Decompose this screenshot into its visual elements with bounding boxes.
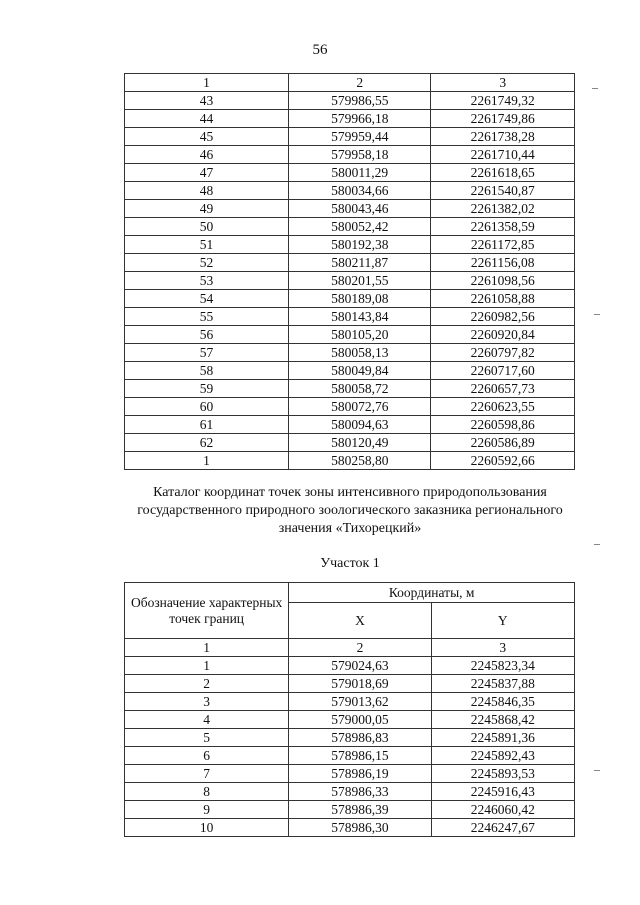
x-coordinate-cell: 578986,19 — [289, 765, 431, 783]
coordinates-header: Координаты, м — [289, 583, 575, 603]
x-coordinate-cell: 580072,76 — [289, 398, 431, 416]
point-number-cell: 1 — [125, 452, 289, 470]
y-coordinate-cell: 2246247,67 — [431, 819, 574, 837]
x-coordinate-cell: 580120,49 — [289, 434, 431, 452]
point-number-cell: 43 — [125, 92, 289, 110]
y-coordinate-cell: 2246060,42 — [431, 801, 574, 819]
y-coordinate-cell: 2245891,36 — [431, 729, 574, 747]
table-row — [125, 326, 575, 344]
point-number-cell: 59 — [125, 380, 289, 398]
table-header-row — [125, 74, 575, 92]
point-number-cell: 45 — [125, 128, 289, 146]
table-row — [125, 236, 575, 254]
x-coordinate-cell: 580034,66 — [289, 182, 431, 200]
table-row — [125, 416, 575, 434]
margin-mark: – — [594, 762, 600, 776]
x-coordinate-cell: 579959,44 — [289, 128, 431, 146]
table-row — [125, 675, 575, 693]
y-coordinate-cell: 2261382,02 — [431, 200, 575, 218]
table-row — [125, 380, 575, 398]
y-coordinate-cell: 2260982,56 — [431, 308, 575, 326]
y-coordinate-cell: 2260797,82 — [431, 344, 575, 362]
y-coordinate-cell: 2261098,56 — [431, 272, 575, 290]
table-row — [125, 657, 575, 675]
table-row — [125, 290, 575, 308]
table-row — [125, 164, 575, 182]
column-number-2: 2 — [289, 639, 431, 657]
table-row — [125, 434, 575, 452]
x-coordinate-cell: 578986,39 — [289, 801, 431, 819]
column-number-3: 3 — [431, 639, 574, 657]
y-coordinate-cell: 2261156,08 — [431, 254, 575, 272]
caption-line: государственного природного зоологического заказника регионального — [137, 503, 563, 518]
point-number-cell: 61 — [125, 416, 289, 434]
table-row — [125, 729, 575, 747]
point-number-cell: 6 — [125, 747, 289, 765]
table-row — [125, 693, 575, 711]
x-coordinate-cell: 580143,84 — [289, 308, 431, 326]
y-coordinate-cell: 2245916,43 — [431, 783, 574, 801]
point-number-cell: 9 — [125, 801, 289, 819]
margin-mark: – — [592, 80, 598, 94]
y-coordinate-cell: 2245837,88 — [431, 675, 574, 693]
table-row — [125, 452, 575, 470]
x-coordinate-cell: 580192,38 — [289, 236, 431, 254]
y-coordinate-cell: 2261710,44 — [431, 146, 575, 164]
table-row — [125, 711, 575, 729]
table-row — [125, 200, 575, 218]
caption-line: значения «Тихорецкий» — [278, 521, 422, 536]
coordinates-table-continued — [124, 73, 575, 470]
x-coordinate-cell: 580011,29 — [289, 164, 431, 182]
catalog-caption — [110, 484, 590, 538]
caption-line: Каталог координат точек зоны интенсивного природопользования — [153, 485, 547, 500]
point-number-cell: 52 — [125, 254, 289, 272]
table-row — [125, 765, 575, 783]
y-coordinate-cell: 2261358,59 — [431, 218, 575, 236]
coordinates-table-body — [125, 583, 575, 837]
table-row — [125, 92, 575, 110]
point-number-cell: 51 — [125, 236, 289, 254]
table-numbering-row — [125, 639, 575, 657]
column-number-3: 3 — [431, 74, 575, 92]
x-coordinate-cell: 580201,55 — [289, 272, 431, 290]
point-number-cell: 8 — [125, 783, 289, 801]
point-number-cell: 44 — [125, 110, 289, 128]
point-number-cell: 47 — [125, 164, 289, 182]
margin-mark: – — [594, 306, 600, 320]
point-number-cell: 49 — [125, 200, 289, 218]
point-number-cell: 62 — [125, 434, 289, 452]
point-number-cell: 10 — [125, 819, 289, 837]
point-number-cell: 1 — [125, 657, 289, 675]
column-number-1: 1 — [125, 74, 289, 92]
y-coordinate-cell: 2260592,66 — [431, 452, 575, 470]
x-coordinate-cell: 579958,18 — [289, 146, 431, 164]
y-coordinate-cell: 2261749,86 — [431, 110, 575, 128]
x-coordinate-cell: 578986,33 — [289, 783, 431, 801]
table-row — [125, 182, 575, 200]
point-number-cell: 5 — [125, 729, 289, 747]
y-coordinate-cell: 2260920,84 — [431, 326, 575, 344]
y-header: Y — [431, 603, 574, 639]
y-coordinate-cell: 2260586,89 — [431, 434, 575, 452]
table-row — [125, 128, 575, 146]
point-designation-header: Обозначение характерных точек границ — [125, 583, 289, 639]
point-number-cell: 54 — [125, 290, 289, 308]
x-coordinate-cell: 579000,05 — [289, 711, 431, 729]
table-row — [125, 110, 575, 128]
y-coordinate-cell: 2261058,88 — [431, 290, 575, 308]
column-number-1: 1 — [125, 639, 289, 657]
coordinates-table-section-1 — [124, 582, 575, 837]
x-coordinate-cell: 580058,13 — [289, 344, 431, 362]
y-coordinate-cell: 2260598,86 — [431, 416, 575, 434]
x-coordinate-cell: 580211,87 — [289, 254, 431, 272]
x-coordinate-cell: 578986,15 — [289, 747, 431, 765]
point-number-cell: 2 — [125, 675, 289, 693]
x-coordinate-cell: 579986,55 — [289, 92, 431, 110]
x-coordinate-cell: 578986,30 — [289, 819, 431, 837]
point-number-cell: 55 — [125, 308, 289, 326]
y-coordinate-cell: 2261540,87 — [431, 182, 575, 200]
point-number-cell: 53 — [125, 272, 289, 290]
point-number-cell: 3 — [125, 693, 289, 711]
y-coordinate-cell: 2260623,55 — [431, 398, 575, 416]
point-number-cell: 46 — [125, 146, 289, 164]
x-coordinate-cell: 579966,18 — [289, 110, 431, 128]
point-number-cell: 7 — [125, 765, 289, 783]
x-coordinate-cell: 579013,62 — [289, 693, 431, 711]
margin-mark: – — [594, 536, 600, 550]
table-row — [125, 218, 575, 236]
x-coordinate-cell: 579024,63 — [289, 657, 431, 675]
x-coordinate-cell: 580049,84 — [289, 362, 431, 380]
x-coordinate-cell: 580258,80 — [289, 452, 431, 470]
y-coordinate-cell: 2245823,34 — [431, 657, 574, 675]
page-number: 56 — [312, 42, 328, 58]
y-coordinate-cell: 2261172,85 — [431, 236, 575, 254]
y-coordinate-cell: 2261749,32 — [431, 92, 575, 110]
x-coordinate-cell: 579018,69 — [289, 675, 431, 693]
x-coordinate-cell: 580105,20 — [289, 326, 431, 344]
x-header: X — [289, 603, 431, 639]
table-row — [125, 819, 575, 837]
y-coordinate-cell: 2261738,28 — [431, 128, 575, 146]
column-number-2: 2 — [289, 74, 431, 92]
x-coordinate-cell: 580094,63 — [289, 416, 431, 434]
table-row — [125, 146, 575, 164]
x-coordinate-cell: 580058,72 — [289, 380, 431, 398]
table-row — [125, 344, 575, 362]
x-coordinate-cell: 580052,42 — [289, 218, 431, 236]
point-number-cell: 48 — [125, 182, 289, 200]
point-number-cell: 57 — [125, 344, 289, 362]
table-row — [125, 362, 575, 380]
point-number-cell: 60 — [125, 398, 289, 416]
section-subtitle: Участок 1 — [320, 556, 380, 571]
y-coordinate-cell: 2245846,35 — [431, 693, 574, 711]
coordinates-table-body — [125, 74, 575, 470]
point-number-cell: 58 — [125, 362, 289, 380]
y-coordinate-cell: 2245892,43 — [431, 747, 574, 765]
x-coordinate-cell: 580043,46 — [289, 200, 431, 218]
table-row — [125, 801, 575, 819]
point-number-cell: 50 — [125, 218, 289, 236]
table-row — [125, 747, 575, 765]
point-number-cell: 56 — [125, 326, 289, 344]
table-header-row — [125, 583, 575, 603]
y-coordinate-cell: 2245893,53 — [431, 765, 574, 783]
y-coordinate-cell: 2261618,65 — [431, 164, 575, 182]
table-row — [125, 254, 575, 272]
y-coordinate-cell: 2260717,60 — [431, 362, 575, 380]
y-coordinate-cell: 2260657,73 — [431, 380, 575, 398]
x-coordinate-cell: 578986,83 — [289, 729, 431, 747]
table-row — [125, 398, 575, 416]
table-row — [125, 272, 575, 290]
point-number-cell: 4 — [125, 711, 289, 729]
y-coordinate-cell: 2245868,42 — [431, 711, 574, 729]
x-coordinate-cell: 580189,08 — [289, 290, 431, 308]
table-row — [125, 308, 575, 326]
table-row — [125, 783, 575, 801]
